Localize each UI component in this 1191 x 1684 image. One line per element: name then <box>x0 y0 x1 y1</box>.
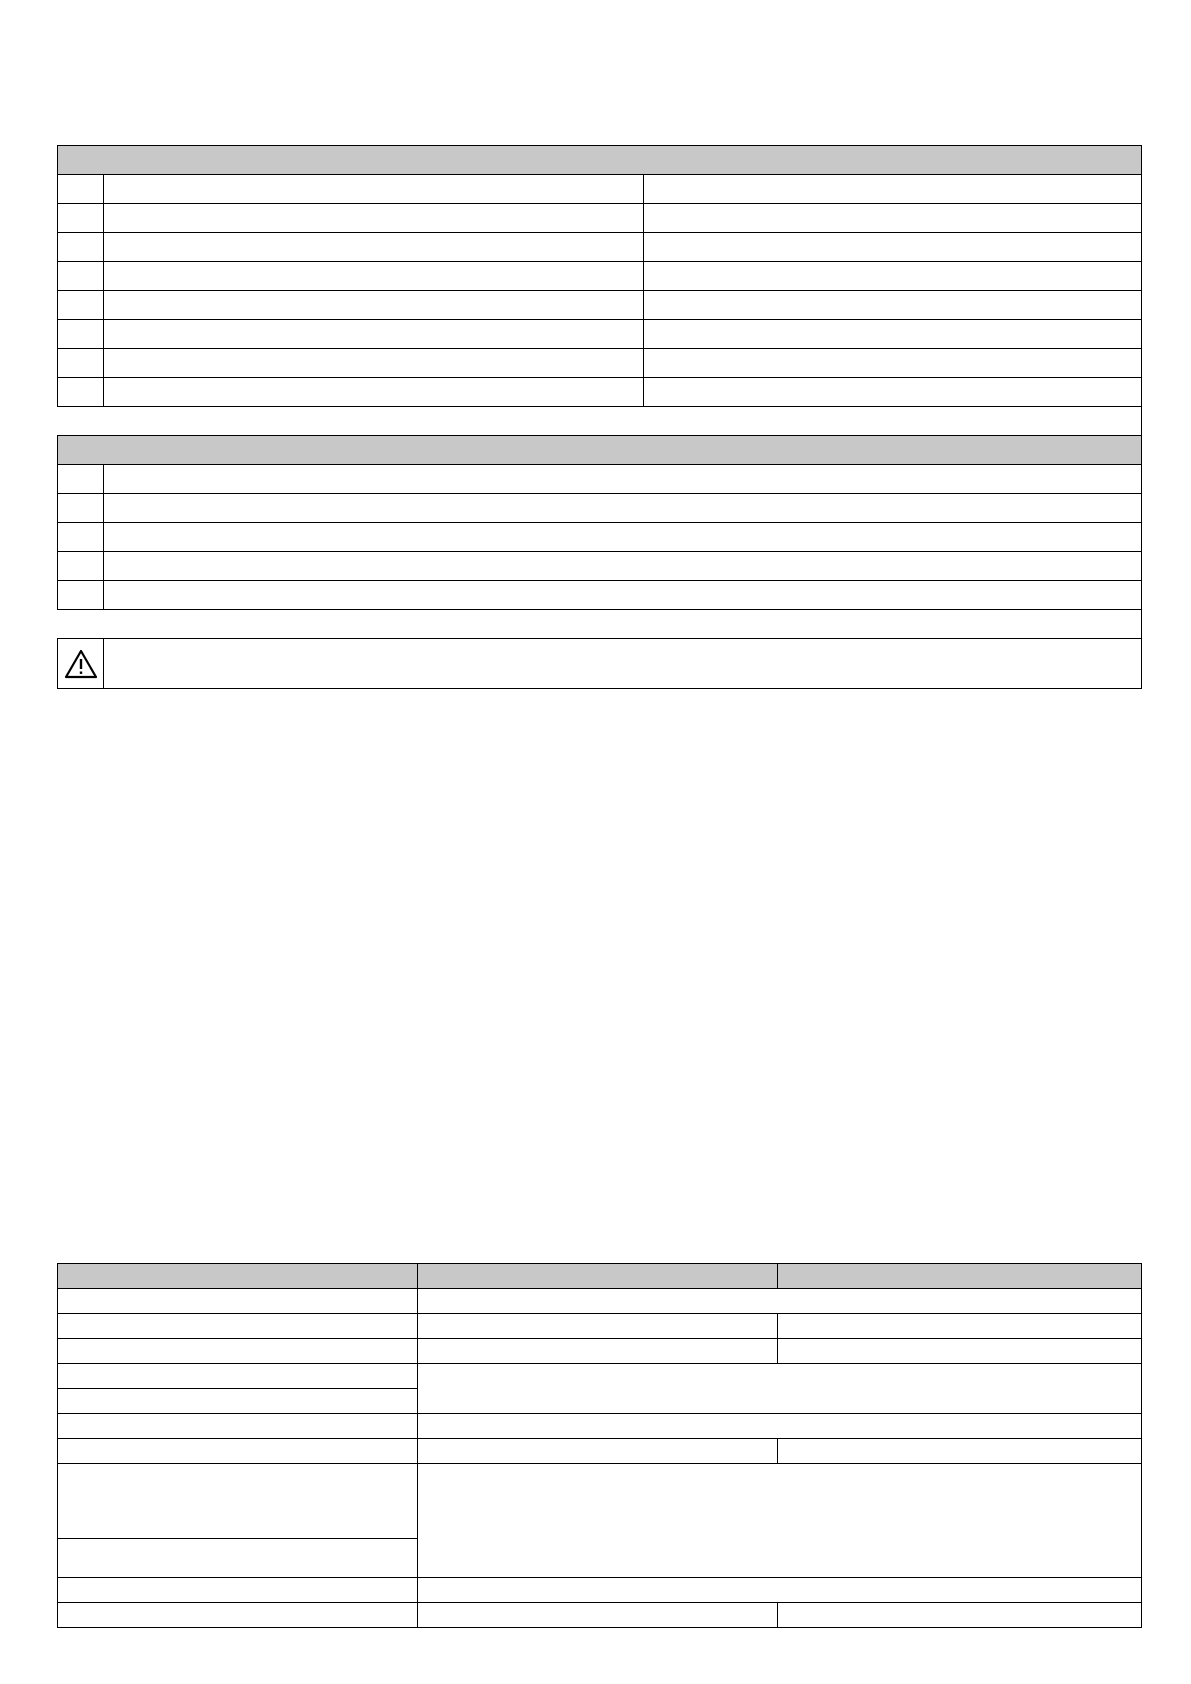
spacer-cell <box>58 610 1142 639</box>
spec-label <box>58 1414 418 1439</box>
row-value <box>644 291 1142 320</box>
spec-value <box>418 1289 1142 1314</box>
table-row <box>58 581 1142 610</box>
table-row <box>58 494 1142 523</box>
table-row <box>58 349 1142 378</box>
specs-table <box>57 1263 1142 1628</box>
spec-label <box>58 1464 418 1539</box>
table-row <box>58 291 1142 320</box>
row-number <box>58 378 104 407</box>
warning-triangle-icon <box>64 649 98 679</box>
spec-value <box>418 1464 1142 1578</box>
row-number <box>58 320 104 349</box>
table-row <box>58 1339 1142 1364</box>
section-b-header-row <box>58 436 1142 465</box>
table-row <box>58 320 1142 349</box>
row-number <box>58 291 104 320</box>
row-number <box>58 494 104 523</box>
table-row <box>58 1314 1142 1339</box>
specs-header-cell <box>58 1264 418 1289</box>
table-row <box>58 552 1142 581</box>
table-row <box>58 523 1142 552</box>
row-text <box>104 465 1142 494</box>
row-value <box>644 262 1142 291</box>
row-label <box>104 291 644 320</box>
table-row <box>58 1439 1142 1464</box>
spec-label <box>58 1389 418 1414</box>
spec-label <box>58 1603 418 1628</box>
row-value <box>644 175 1142 204</box>
parts-table <box>57 145 1142 689</box>
row-label <box>104 349 644 378</box>
spec-label <box>58 1314 418 1339</box>
table-row <box>58 262 1142 291</box>
spec-value <box>418 1603 778 1628</box>
warning-row <box>58 639 1142 689</box>
spec-label <box>58 1439 418 1464</box>
spec-label <box>58 1364 418 1389</box>
spec-value <box>418 1314 778 1339</box>
spec-label <box>58 1539 418 1578</box>
spec-label <box>58 1339 418 1364</box>
row-value <box>644 233 1142 262</box>
spec-value <box>778 1339 1142 1364</box>
spec-value <box>778 1603 1142 1628</box>
table-row <box>58 1364 1142 1389</box>
spec-label <box>58 1578 418 1603</box>
row-label <box>104 378 644 407</box>
table-row <box>58 175 1142 204</box>
row-label <box>104 204 644 233</box>
row-value <box>644 349 1142 378</box>
row-number <box>58 233 104 262</box>
row-text <box>104 494 1142 523</box>
row-number <box>58 349 104 378</box>
spacer-row <box>58 407 1142 436</box>
table-row <box>58 378 1142 407</box>
table-row <box>58 1464 1142 1539</box>
row-text <box>104 523 1142 552</box>
spec-value <box>418 1364 1142 1414</box>
warning-text <box>104 639 1142 689</box>
table-row <box>58 1414 1142 1439</box>
spec-value <box>778 1439 1142 1464</box>
spacer-row <box>58 610 1142 639</box>
specs-header-cell <box>418 1264 778 1289</box>
table-row <box>58 204 1142 233</box>
row-number <box>58 581 104 610</box>
row-label <box>104 262 644 291</box>
row-number <box>58 465 104 494</box>
spec-value <box>418 1439 778 1464</box>
row-value <box>644 204 1142 233</box>
row-number <box>58 175 104 204</box>
row-label <box>104 320 644 349</box>
row-number <box>58 204 104 233</box>
spec-value <box>418 1339 778 1364</box>
row-number <box>58 552 104 581</box>
spec-value <box>418 1578 1142 1603</box>
table-row <box>58 233 1142 262</box>
specs-header-cell <box>778 1264 1142 1289</box>
table-row <box>58 1289 1142 1314</box>
table-row <box>58 465 1142 494</box>
spec-value <box>418 1414 1142 1439</box>
spec-value <box>778 1314 1142 1339</box>
row-text <box>104 581 1142 610</box>
row-value <box>644 378 1142 407</box>
row-number <box>58 262 104 291</box>
specs-header-row <box>58 1264 1142 1289</box>
warning-icon-cell <box>58 639 104 689</box>
row-number <box>58 523 104 552</box>
row-label <box>104 233 644 262</box>
table-row <box>58 1578 1142 1603</box>
row-label <box>104 175 644 204</box>
section-a-header <box>58 146 1142 175</box>
section-a-header-row <box>58 146 1142 175</box>
spacer-cell <box>58 407 1142 436</box>
table-row <box>58 1603 1142 1628</box>
row-value <box>644 320 1142 349</box>
row-text <box>104 552 1142 581</box>
section-b-header <box>58 436 1142 465</box>
spec-label <box>58 1289 418 1314</box>
